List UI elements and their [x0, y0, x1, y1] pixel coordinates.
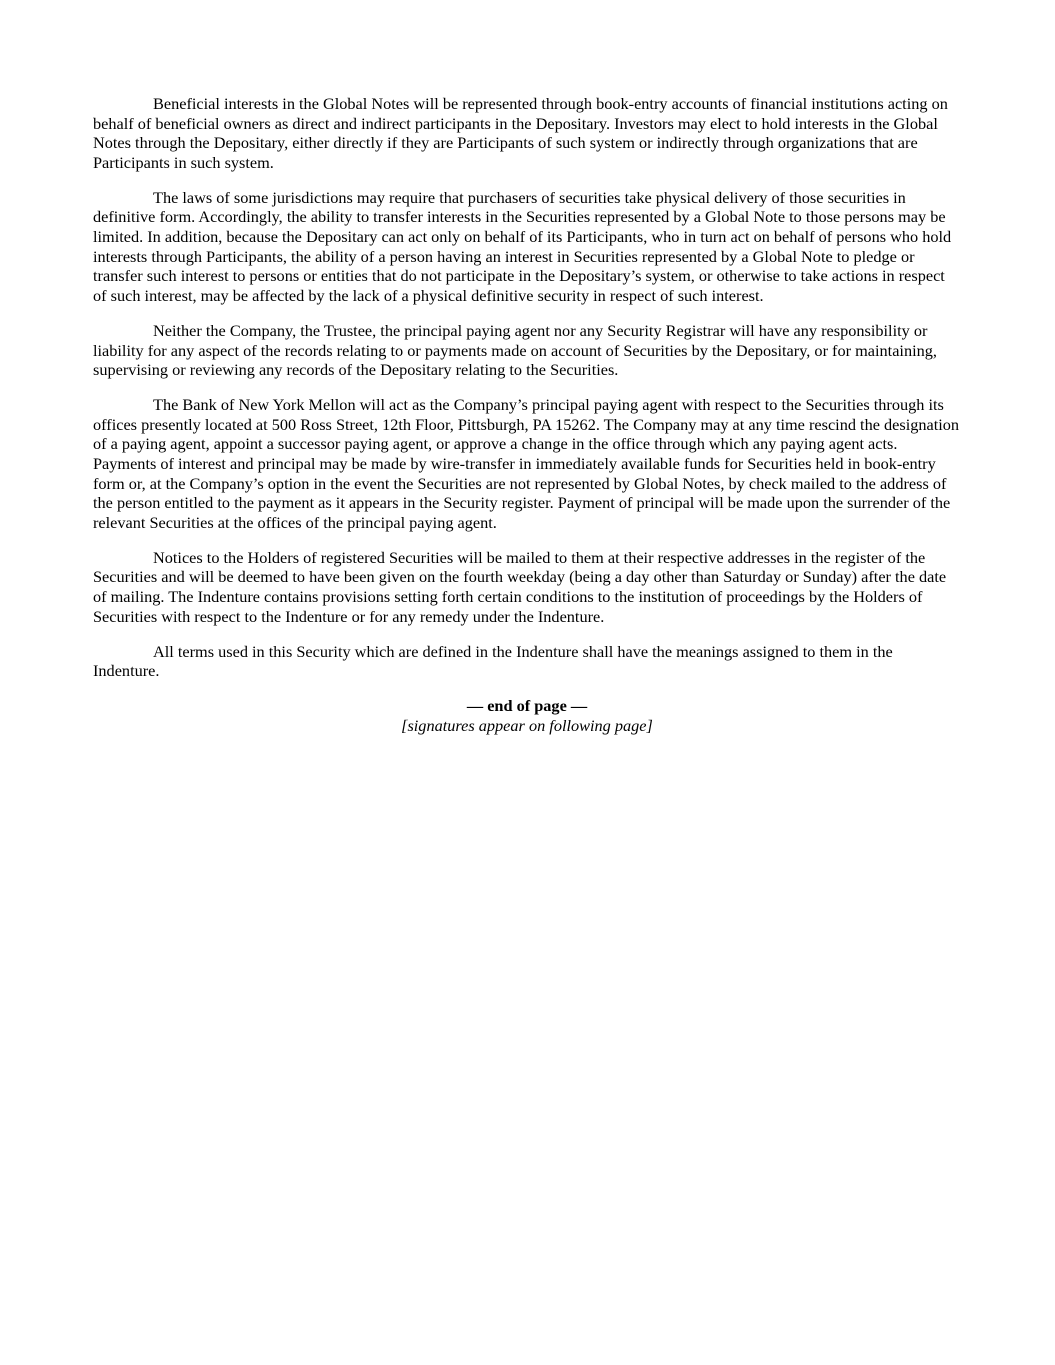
paragraph-paying-agent: The Bank of New York Mellon will act as the Company’s principal paying agent with respect to the Securities through its offices presently located at 500 Ross Street, 12th Floor, Pittsburgh, PA 15262. The Company may at any time rescind the designation of a paying agent, appoint a successor paying agent, or approve a change in the office through which any paying agent acts. Payments of interest and principal may be made by wire-transfer in immediately available funds for Securities held in book-entry form or, at the Company’s option in the event the Securities are not represented by Global Notes, by check mailed to the address of the person entitled to the payment as it appears in the Security register. Payment of principal will be made upon the surrender of the relevant Securities at the offices of the principal paying agent. [93, 395, 960, 532]
paragraph-defined-terms: All terms used in this Security which are defined in the Indenture shall have the meanings assigned to them in the Indenture. [93, 641, 893, 681]
signatures-note: [signatures appear on following page] [401, 716, 653, 736]
paragraph-jurisdiction-laws: The laws of some jurisdictions may require that purchasers of securities take physical delivery of those securities in definitive form. Accordingly, the ability to transfer interests in the Securities represented by a Global Note to those persons may be limited. In addition, because the Depositary can act only on behalf of its Participants, who in turn act on behalf of persons who hold interests through Participants, the ability of a person having an interest in Securities represented by a Global Note to pledge or transfer such interest to persons or entities that do not participate in the Depositary’s system, or otherwise to take actions in respect of such interest, may be affected by the lack of a physical definitive security in respect of such interest. [93, 187, 952, 305]
document-page [93, 94, 961, 736]
end-of-page-block [93, 696, 961, 735]
paragraph-responsibility-disclaimer: Neither the Company, the Trustee, the principal paying agent nor any Security Registrar will have any responsibility or liability for any aspect of the records relating to or payments made on account of Securities by the Depositary, or for maintaining, supervising or reviewing any records of the Depositary relating to the Securities. [93, 320, 937, 380]
end-of-page-marker: — end of page — [466, 696, 588, 716]
paragraph-notices: Notices to the Holders of registered Securities will be mailed to them at their respective addresses in the register of the Securities and will be deemed to have been given on the fourth weekday (being a day other than Saturday or Sunday) after the date of mailing. The Indenture contains provisions setting forth certain conditions to the institution of proceedings by the Holders of Securities with respect to the Indenture or for any remedy under the Indenture. [93, 547, 947, 626]
paragraph-beneficial-interests: Beneficial interests in the Global Notes will be represented through book-entry accounts of financial institutions acting on behalf of beneficial owners as direct and indirect participants in the Depositary. Investors may elect to hold interests in the Global Notes through the Depositary, either directly if they are Participants of such system or indirectly through organizations that are Participants in such system. [93, 94, 948, 172]
